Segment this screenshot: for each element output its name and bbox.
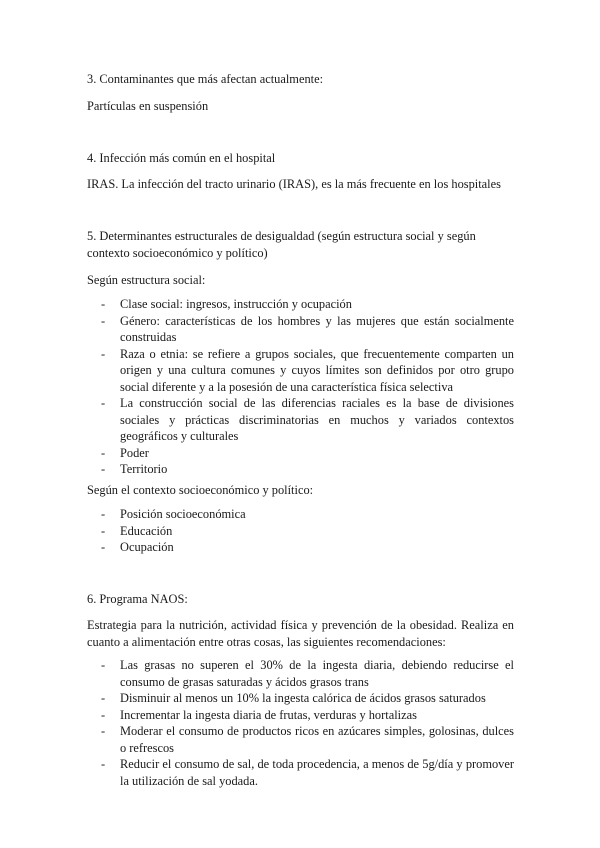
section-4-heading: 4. Infección más común en el hospital: [87, 151, 276, 165]
bullet-dash: -: [101, 445, 106, 460]
list-item: - Territorio: [101, 462, 168, 476]
list-item: - Moderar el consumo de productos ricos en azúcares simples, golosinas, dulces o refrescos: [101, 724, 514, 755]
section-5-heading: 5. Determinantes estructurales de desigualdad (según estructura social y según contexto socioeconómico y político): [87, 229, 476, 260]
list-item: - Poder: [101, 445, 149, 460]
section-5-subheading-social: Según estructura social:: [87, 273, 206, 287]
bullet-dash: -: [101, 523, 106, 538]
bullet-dash: -: [101, 507, 106, 521]
list-item: - Género: características de los hombres y las mujeres que están socialmente construidas: [101, 313, 514, 344]
bullet-dash: -: [101, 297, 106, 311]
list-item: - Educación: [101, 523, 173, 538]
section-6-heading: 6. Programa NAOS:: [87, 592, 188, 606]
list-item: - Clase social: ingresos, instrucción y ocupación: [101, 297, 352, 311]
section-5-list-social: [87, 296, 514, 478]
list-item: - Disminuir al menos un 10% la ingesta calórica de ácidos grasos saturados: [101, 691, 486, 705]
section-3-heading: 3. Contaminantes que más afectan actualmente:: [87, 72, 324, 86]
bullet-dash: -: [101, 540, 106, 554]
bullet-dash: -: [101, 396, 106, 410]
section-5-list-context: [87, 506, 514, 556]
bullet-dash: -: [101, 346, 106, 361]
bullet-dash: -: [101, 757, 106, 771]
section-4-body: IRAS. La infección del tracto urinario (IRAS), es la más frecuente en los hospitales: [87, 177, 501, 191]
section-3-body: Partículas en suspensión: [87, 99, 209, 113]
list-item: - Posición socioeconómica: [101, 507, 246, 521]
section-6-intro: Estrategia para la nutrición, actividad física y prevención de la obesidad. Realiza en cuanto a alimentación entre otras cosas, las siguientes recomendaciones:: [87, 618, 514, 649]
bullet-dash: -: [101, 462, 106, 476]
list-item: - Raza o etnia: se refiere a grupos sociales, que frecuentemente comparten un origen y una cultura comunes y cuyos límites son definidos por otro grupo social diferente y a la posesión de una característica física selectiva: [101, 346, 514, 394]
section-5-subheading-context: Según el contexto socioeconómico y político:: [87, 483, 314, 497]
bullet-dash: -: [101, 658, 106, 672]
list-item: - Reducir el consumo de sal, de toda procedencia, a menos de 5g/día y promover la utilización de sal yodada.: [101, 757, 514, 788]
list-item: - Ocupación: [101, 540, 174, 554]
list-item: - La construcción social de las diferencias raciales es la base de divisiones sociales y prácticas discriminatorias en muchos y variados contextos geográficos y culturales: [101, 396, 514, 443]
bullet-dash: -: [101, 724, 106, 738]
section-6-recommendations-list: [87, 657, 514, 789]
list-item: - Incrementar la ingesta diaria de frutas, verduras y hortalizas: [101, 707, 417, 722]
bullet-dash: -: [101, 691, 106, 705]
list-item: - Las grasas no superen el 30% de la ingesta diaria, debiendo reducirse el consumo de grasas saturadas y ácidos grasos trans: [101, 658, 514, 689]
bullet-dash: -: [101, 707, 106, 722]
bullet-dash: -: [101, 313, 106, 328]
